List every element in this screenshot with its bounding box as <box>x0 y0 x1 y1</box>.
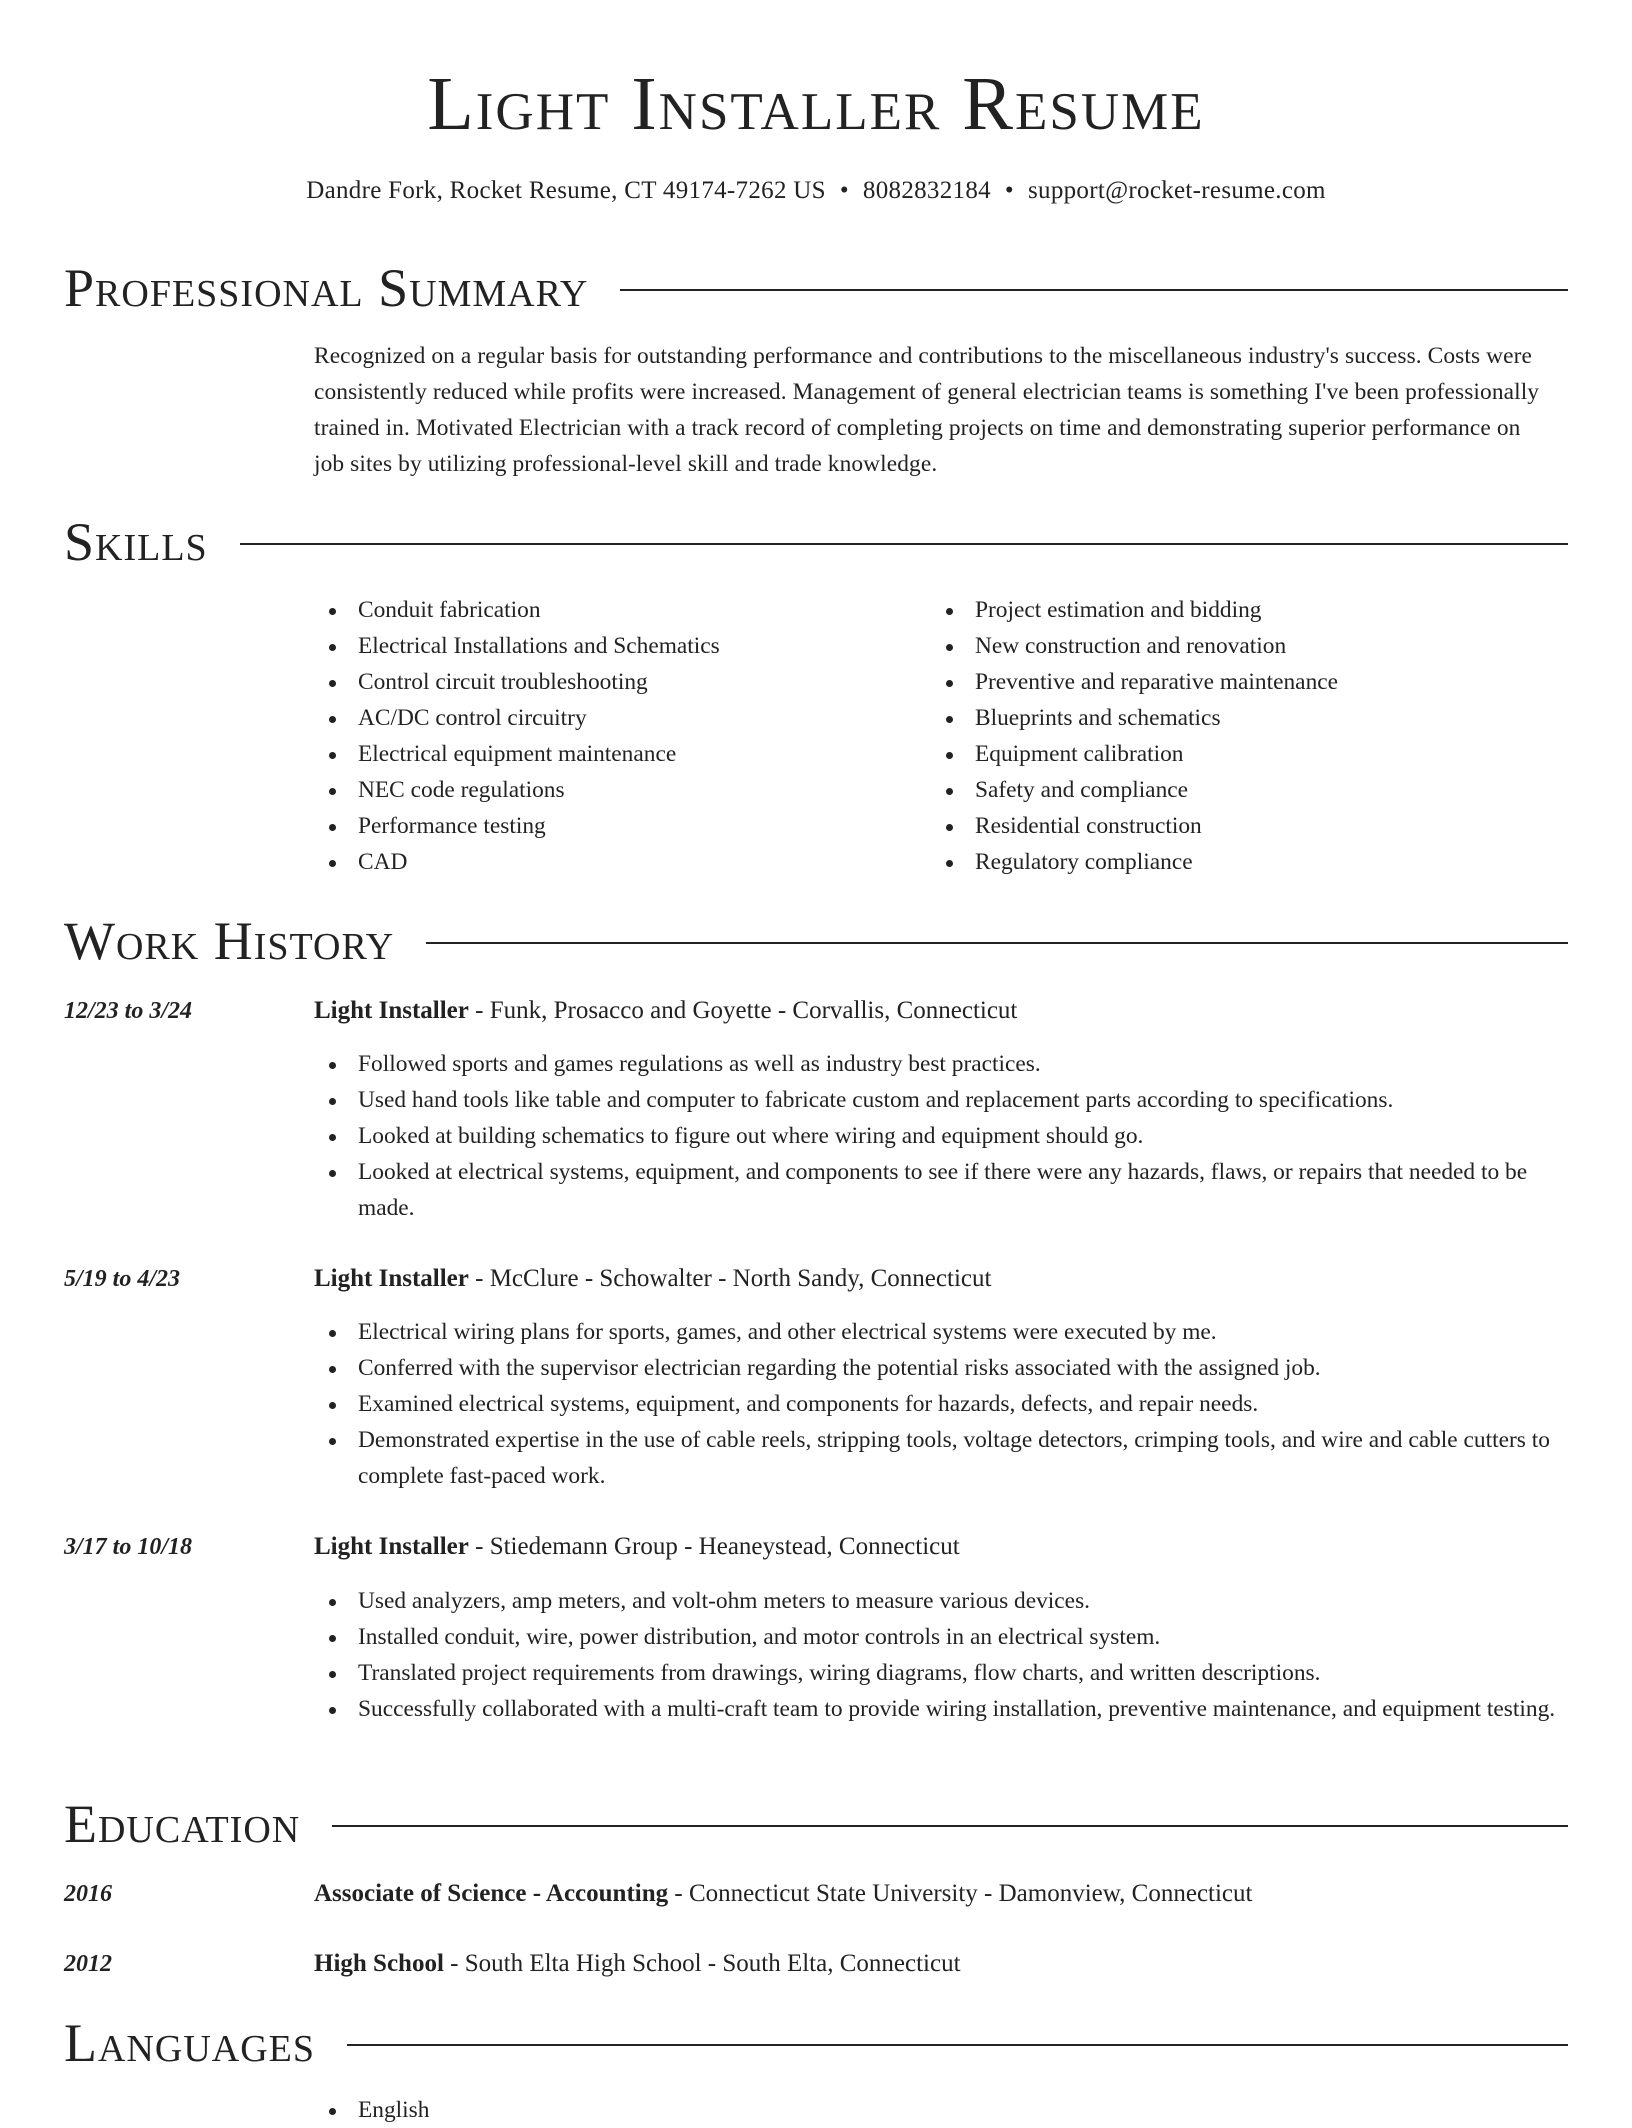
skill-item: Performance testing <box>314 808 914 844</box>
section-header-skills <box>64 512 1568 572</box>
duty-item: Looked at building schematics to figure out where wiring and equipment should go. <box>314 1118 1574 1154</box>
duty-item: Looked at electrical systems, equipment, and components to see if there were any hazards, flaws, or repairs that needed to be made. <box>314 1154 1574 1226</box>
contact-email: support@rocket-resume.com <box>1027 177 1326 204</box>
section-header-education <box>64 1794 1568 1854</box>
job-employer: - McClure - Schowalter - North Sandy, Connecticut <box>468 1265 992 1292</box>
skill-item: NEC code regulations <box>314 772 914 808</box>
job-heading <box>314 1261 1574 1297</box>
job-dates: 3/17 to 10/18 <box>64 1534 193 1560</box>
section-header-summary <box>64 258 1568 318</box>
skill-item: Control circuit troubleshooting <box>314 664 914 700</box>
skill-item: Equipment calibration <box>931 736 1531 772</box>
duty-item: Followed sports and games regulations as well as industry best practices. <box>314 1046 1574 1082</box>
contact-separator: • <box>839 177 849 204</box>
job-employer: - Funk, Prosacco and Goyette - Corvallis, Connecticut <box>468 997 1018 1024</box>
job-title: Light Installer <box>314 1533 469 1560</box>
job-title: Light Installer <box>314 997 469 1024</box>
education-school: - Connecticut State University - Damonview, Connecticut <box>668 1880 1253 1907</box>
skill-item: CAD <box>314 844 914 880</box>
job-heading <box>314 1529 1574 1565</box>
contact-line <box>0 174 1632 208</box>
contact-phone: 8082832184 <box>862 177 991 204</box>
section-title-skills: Skills <box>64 512 208 572</box>
duty-item: Installed conduit, wire, power distribution, and motor controls in an electrical system. <box>314 1619 1574 1655</box>
education-entry <box>314 1876 1574 1912</box>
section-header-work <box>64 911 1568 971</box>
job-dates: 12/23 to 3/24 <box>64 998 193 1024</box>
duty-item: Successfully collaborated with a multi-craft team to provide wiring installation, preventive maintenance, and equipment testing. <box>314 1691 1574 1727</box>
job-dates: 5/19 to 4/23 <box>64 1266 181 1292</box>
section-title-languages: Languages <box>64 2013 315 2073</box>
section-title-education: Education <box>64 1794 301 1854</box>
skill-item: Preventive and reparative maintenance <box>931 664 1531 700</box>
skill-item: Residential construction <box>931 808 1531 844</box>
duty-item: Examined electrical systems, equipment, and components for hazards, defects, and repair needs. <box>314 1386 1574 1422</box>
job-duties <box>314 1583 1574 1727</box>
section-title-work: Work History <box>64 911 395 971</box>
education-entry <box>314 1946 1574 1982</box>
skills-column-right <box>931 592 1531 880</box>
duty-item: Translated project requirements from drawings, wiring diagrams, flow charts, and written descriptions. <box>314 1655 1574 1691</box>
section-divider <box>426 942 1568 944</box>
skill-item: AC/DC control circuitry <box>314 700 914 736</box>
languages-list <box>314 2092 1574 2128</box>
section-divider <box>240 543 1568 545</box>
job-employer: - Stiedemann Group - Heaneystead, Connecticut <box>468 1533 960 1560</box>
education-school: - South Elta High School - South Elta, Connecticut <box>443 1950 961 1977</box>
duty-item: Demonstrated expertise in the use of cable reels, stripping tools, voltage detectors, crimping tools, and wire and cable cutters to complete fast-paced work. <box>314 1422 1574 1494</box>
section-divider <box>332 1825 1568 1827</box>
job-duties <box>314 1314 1574 1494</box>
education-year: 2016 <box>64 1881 112 1907</box>
skill-item: Blueprints and schematics <box>931 700 1531 736</box>
job-heading <box>314 993 1574 1029</box>
section-title-summary: Professional Summary <box>64 258 589 318</box>
resume-title: Light Installer Resume <box>427 62 1205 146</box>
duty-item: Electrical wiring plans for sports, games, and other electrical systems were executed by me. <box>314 1314 1574 1350</box>
skill-item: Safety and compliance <box>931 772 1531 808</box>
skill-item: Electrical equipment maintenance <box>314 736 914 772</box>
skill-item: Conduit fabrication <box>314 592 914 628</box>
skill-item: New construction and renovation <box>931 628 1531 664</box>
section-divider <box>620 289 1568 291</box>
duty-item: Used analyzers, amp meters, and volt-ohm meters to measure various devices. <box>314 1583 1574 1619</box>
skill-item: Electrical Installations and Schematics <box>314 628 914 664</box>
contact-separator: • <box>1004 177 1014 204</box>
skill-item: Regulatory compliance <box>931 844 1531 880</box>
job-title: Light Installer <box>314 1265 469 1292</box>
skill-item: Project estimation and bidding <box>931 592 1531 628</box>
skills-column-left <box>314 592 914 880</box>
education-degree: High School <box>314 1950 444 1977</box>
job-duties <box>314 1046 1574 1226</box>
section-divider <box>347 2044 1568 2046</box>
education-year: 2012 <box>64 1951 112 1977</box>
section-header-languages <box>64 2013 1568 2073</box>
duty-item: Conferred with the supervisor electrician regarding the potential risks associated with the assigned job. <box>314 1350 1574 1386</box>
duty-item: Used hand tools like table and computer to fabricate custom and replacement parts according to specifications. <box>314 1082 1574 1118</box>
education-degree: Associate of Science - Accounting <box>314 1880 669 1907</box>
language-item: English <box>314 2092 1574 2128</box>
contact-address: Dandre Fork, Rocket Resume, CT 49174-7262 US <box>306 177 826 204</box>
summary-text: Recognized on a regular basis for outstanding performance and contributions to the miscellaneous industry's success. Costs were consistently reduced while profits were increased. Management of general electrician teams is something I've been professionally trained in. Motivated Electrician with a track record of completing projects on time and demonstrating superior performance on job sites by utilizing professional-level skill and trade knowledge. <box>314 343 1540 477</box>
